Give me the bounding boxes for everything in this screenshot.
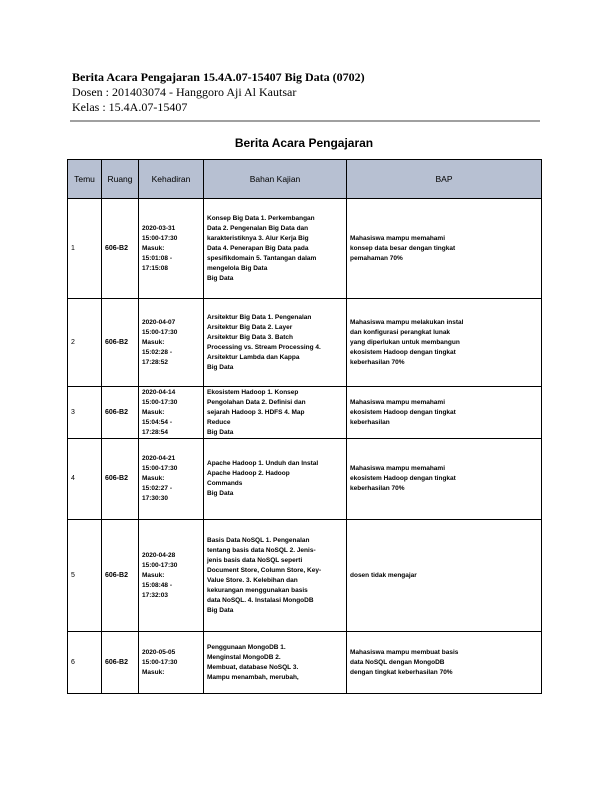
- bahan-line: Ekosistem Hadoop 1. Konsep: [207, 388, 299, 396]
- bahan-line: Pengolahan Data 2. Definisi dan: [207, 398, 306, 406]
- kehadiran-line: 2020-04-21: [142, 455, 176, 462]
- bap-line: yang diperlukan untuk membangun: [350, 338, 460, 346]
- kehadiran-line: 15:00-17:30: [142, 234, 178, 242]
- table-row: [68, 632, 542, 694]
- bahan-line: Reduce: [207, 418, 231, 426]
- bahan-line: mengelola Big Data: [207, 264, 268, 272]
- bap-line: ekosistem Hadoop dengan tingkat: [350, 408, 456, 416]
- bap-line: data NoSQL dengan MongoDB: [350, 658, 445, 666]
- header-kehadiran: Kehadiran: [139, 160, 204, 199]
- kehadiran-line: Masuk:: [142, 408, 165, 416]
- document-header: [72, 70, 365, 115]
- kehadiran-line: 15:04:54 -: [142, 418, 172, 426]
- bap-table: [67, 159, 542, 694]
- cell-ruang: 606-B2: [102, 387, 139, 439]
- bahan-line: Big Data: [207, 363, 234, 371]
- header-title: Berita Acara Pengajaran 15.4A.07-15407 Big Data (0702): [72, 70, 365, 84]
- cell-ruang: 606-B2: [102, 439, 139, 520]
- bap-line: Mahasiswa mampu memahami: [350, 465, 446, 472]
- bap-line: dosen tidak mengajar: [350, 571, 417, 579]
- cell-kehadiran: [139, 520, 204, 632]
- cell-bap: [347, 387, 542, 439]
- kehadiran-line: 15:00-17:30: [142, 465, 178, 472]
- cell-bap: [347, 520, 542, 632]
- cell-kehadiran: [139, 439, 204, 520]
- header-kelas: Kelas : 15.4A.07-15407: [72, 100, 188, 114]
- cell-temu: 1: [68, 199, 102, 299]
- cell-kehadiran: [139, 299, 204, 387]
- kehadiran-line: Masuk:: [142, 244, 165, 252]
- header-bahan-kajian: Bahan Kajian: [204, 160, 347, 199]
- bap-line: ekosistem Hadoop dengan tingkat: [350, 475, 456, 482]
- header-dosen: Dosen : 201403074 - Hanggoro Aji Al Kautsar: [72, 85, 297, 99]
- cell-bap: [347, 439, 542, 520]
- bap-line: dan konfigurasi perangkat lunak: [350, 328, 451, 336]
- cell-temu: 6: [68, 632, 102, 694]
- bahan-line: Membuat, database NoSQL 3.: [207, 663, 299, 671]
- bahan-line: Big Data: [207, 490, 234, 497]
- cell-bahan: [204, 199, 347, 299]
- table-row: [68, 299, 542, 387]
- kehadiran-line: 15:00-17:30: [142, 328, 178, 336]
- bahan-line: Basis Data NoSQL 1. Pengenalan: [207, 536, 310, 544]
- kehadiran-line: 15:00-17:30: [142, 658, 178, 666]
- bahan-line: sejarah Hadoop 3. HDFS 4. Map: [207, 408, 305, 416]
- table-row: [68, 520, 542, 632]
- cell-bap: [347, 299, 542, 387]
- kehadiran-line: 17:32:03: [142, 591, 169, 599]
- cell-bahan: [204, 632, 347, 694]
- table-body: [68, 199, 542, 694]
- table-row: [68, 439, 542, 520]
- cell-temu: 4: [68, 439, 102, 520]
- cell-temu: 5: [68, 520, 102, 632]
- bap-line: ekosistem Hadoop dengan tingkat: [350, 348, 456, 356]
- bahan-line: Big Data: [207, 428, 234, 436]
- cell-ruang: 606-B2: [102, 520, 139, 632]
- kehadiran-line: 2020-04-07: [142, 318, 176, 326]
- kehadiran-line: 15:00-17:30: [142, 561, 178, 569]
- cell-ruang: 606-B2: [102, 299, 139, 387]
- cell-kehadiran: [139, 387, 204, 439]
- bap-line: Mahasiswa mampu memahami: [350, 398, 446, 406]
- bap-line: keberhasilan 70%: [350, 485, 405, 492]
- kehadiran-line: 17:15:08: [142, 264, 169, 272]
- kehadiran-line: 17:28:52: [142, 358, 169, 366]
- bahan-line: Arsitektur Big Data 3. Batch: [207, 333, 293, 341]
- kehadiran-line: 17:28:54: [142, 428, 169, 436]
- table-row: [68, 199, 542, 299]
- bahan-line: karakteristiknya 3. Alur Kerja Big: [207, 234, 309, 242]
- bahan-line: kekurangan menggunakan basis: [207, 586, 308, 594]
- cell-ruang: 606-B2: [102, 632, 139, 694]
- bap-line: Mahasiswa mampu membuat basis: [350, 648, 459, 656]
- kehadiran-line: 2020-04-28: [142, 551, 176, 559]
- bahan-line: Menginstal MongoDB 2.: [207, 653, 281, 661]
- cell-bahan: [204, 520, 347, 632]
- cell-temu: 2: [68, 299, 102, 387]
- bap-line: Mahasiswa mampu memahami: [350, 234, 446, 242]
- header-divider: [70, 120, 540, 122]
- cell-temu: 3: [68, 387, 102, 439]
- bahan-line: Document Store, Column Store, Key-: [207, 566, 322, 574]
- table-row: [68, 387, 542, 439]
- cell-bahan: [204, 387, 347, 439]
- bahan-line: jenis basis data NoSQL seperti: [207, 556, 303, 564]
- bahan-line: spesifikdomain 5. Tantangan dalam: [207, 254, 317, 262]
- bap-line: konsep data besar dengan tingkat: [350, 244, 456, 252]
- kehadiran-line: Masuk:: [142, 571, 165, 579]
- kehadiran-line: 15:08:48 -: [142, 581, 172, 589]
- kehadiran-line: Masuk:: [142, 338, 165, 346]
- cell-kehadiran: [139, 199, 204, 299]
- table-header-row: [68, 160, 542, 199]
- bap-line: pemahaman 70%: [350, 254, 403, 262]
- cell-kehadiran: [139, 632, 204, 694]
- cell-ruang: 606-B2: [102, 199, 139, 299]
- cell-bap: [347, 632, 542, 694]
- kehadiran-line: 2020-05-05: [142, 648, 176, 656]
- kehadiran-line: Masuk:: [142, 475, 165, 482]
- cell-bahan: [204, 439, 347, 520]
- bap-line: keberhasilan: [350, 418, 390, 426]
- bahan-line: Arsitektur Big Data 2. Layer: [207, 323, 293, 331]
- kehadiran-line: 15:00-17:30: [142, 398, 178, 406]
- header-temu: Temu: [68, 160, 102, 199]
- kehadiran-line: 17:30:30: [142, 495, 169, 502]
- bahan-line: Apache Hadoop 2. Hadoop: [207, 470, 290, 477]
- bahan-line: tentang basis data NoSQL 2. Jenis-: [207, 546, 316, 554]
- bahan-line: Data 2. Pengenalan Big Data dan: [207, 224, 309, 232]
- bahan-line: Processing vs. Stream Processing 4.: [207, 343, 321, 351]
- bahan-line: Arsitektur Big Data 1. Pengenalan: [207, 313, 312, 321]
- bahan-line: Penggunaan MongoDB 1.: [207, 643, 286, 651]
- bahan-line: Arsitektur Lambda dan Kappa: [207, 353, 300, 361]
- bahan-line: Data 4. Penerapan Big Data pada: [207, 244, 309, 252]
- bahan-line: data NoSQL. 4. Instalasi MongoDB: [207, 596, 314, 604]
- bahan-line: Konsep Big Data 1. Perkembangan: [207, 214, 315, 222]
- bahan-line: Mampu menambah, merubah,: [207, 673, 299, 681]
- bahan-line: Apache Hadoop 1. Unduh dan Instal: [207, 460, 319, 467]
- cell-bap: [347, 199, 542, 299]
- bahan-line: Big Data: [207, 274, 234, 282]
- bahan-line: Value Store. 3. Kelebihan dan: [207, 576, 298, 584]
- header-bap: BAP: [347, 160, 542, 199]
- header-ruang: Ruang: [102, 160, 139, 199]
- kehadiran-line: 15:02:28 -: [142, 348, 172, 356]
- kehadiran-line: 15:01:08 -: [142, 254, 172, 262]
- kehadiran-line: 2020-04-14: [142, 388, 176, 396]
- bap-line: keberhasilan 70%: [350, 358, 405, 366]
- kehadiran-line: Masuk:: [142, 668, 165, 676]
- document-title: Berita Acara Pengajaran: [234, 136, 374, 150]
- kehadiran-line: 15:02:27 -: [142, 485, 172, 492]
- cell-bahan: [204, 299, 347, 387]
- bahan-line: Big Data: [207, 606, 234, 614]
- bap-line: dengan tingkat keberhasilan 70%: [350, 668, 453, 676]
- bahan-line: Commands: [207, 480, 243, 487]
- kehadiran-line: 2020-03-31: [142, 224, 176, 232]
- bap-line: Mahasiswa mampu melakukan instal: [350, 318, 464, 326]
